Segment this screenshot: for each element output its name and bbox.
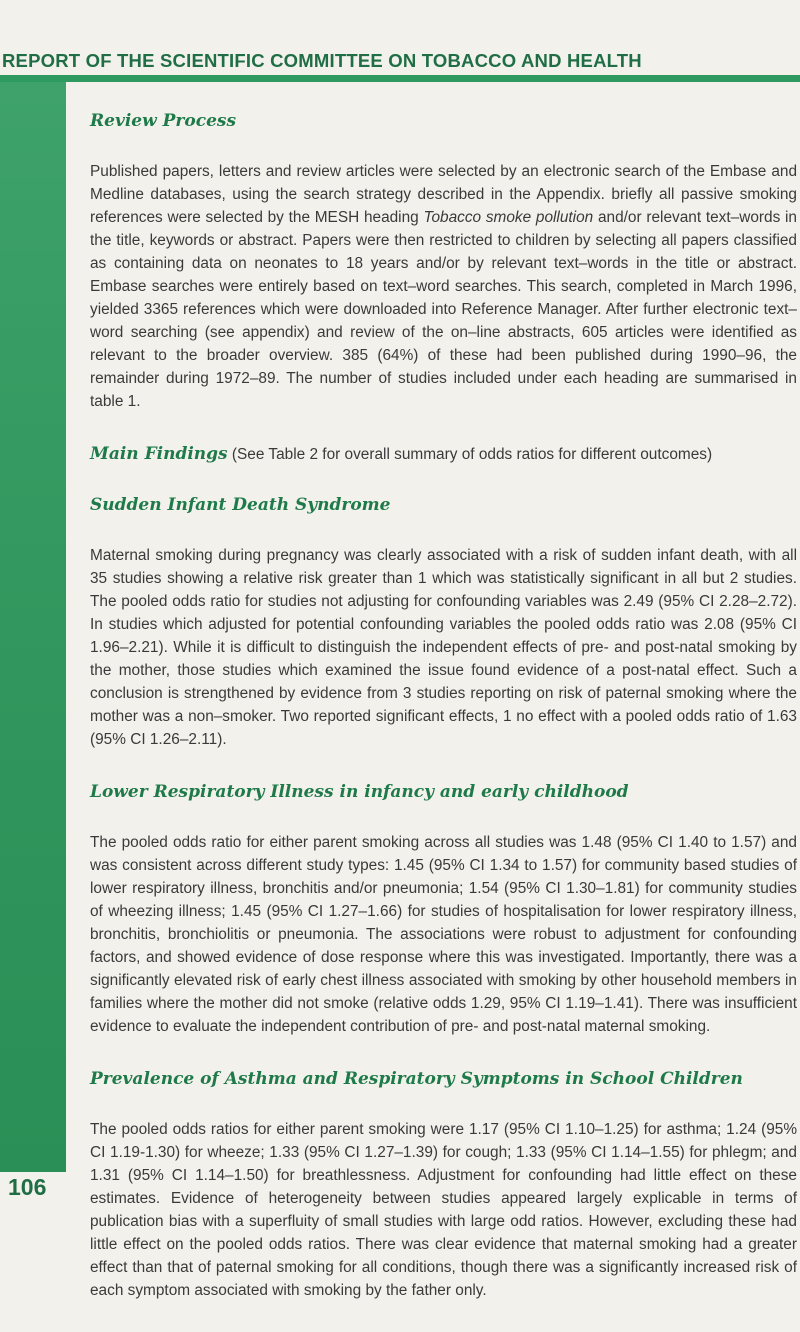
header-rule: [0, 75, 800, 82]
paragraph-sids: Maternal smoking during pregnancy was clearly associated with a risk of sudden infant death, with all 35 studies showing a relative risk greater than 1 which was statistically significant in all but 2 studies. The pooled odds ratio for studies not adjusting for confounding variables was 2.49 (95% CI 2.28–2.72). In studies which adjusted for potential confounding variables the pooled odds ratio was 2.08 (95% CI 1.96–2.21). While it is difficult to distinguish the independent effects of pre- and post-natal smoking by the mother, those studies which examined the issue found evidence of a post-natal effect. Such a conclusion is strengthened by evidence from 3 studies reporting on risk of paternal smoking where the mother was a non–smoker. Two reported significant effects, 1 no effect with a pooled odds ratio of 1.63 (95% CI 1.26–2.11).: [90, 547, 797, 748]
page-number: 106: [8, 1174, 47, 1200]
main-findings-lead: Main Findings: [90, 444, 228, 464]
review-text-part-2: and/or relevant text–words in the title, keywords or abstract. Papers were then restricted to children by selecting all papers classified as containing data on neonates to 18 years and/or by relevant text–words in the title or abstract. Embase searches were entirely based on text–word searches. This search, completed in March 1996, yielded 3365 references which were downloaded into Reference Manager. After further electronic text–word searching (see appendix) and review of the on–line abstracts, 605 articles were identified as relevant to the broader overview. 385 (64%) of these had been published during 1990–96, the remainder during 1972–89. The number of studies included under each heading are summarised in table 1.: [90, 209, 797, 410]
mesh-heading-term: Tobacco smoke pollution: [423, 209, 594, 226]
paragraph-lower-respiratory-illness: The pooled odds ratio for either parent smoking across all studies was 1.48 (95% CI 1.40 to 1.57) and was consistent across different study types: 1.45 (95% CI 1.34 to 1.57) for community based studies of lower respiratory illness, bronchitis and/or pneumonia; 1.54 (95% CI 1.30–1.81) for community studies of wheezing illness; 1.45 (95% CI 1.27–1.66) for studies of hospitalisation for lower respiratory illness, bronchitis, bronchiolitis or pneumonia. The associations were robust to adjustment for confounding factors, and showed evidence of dose response where this was investigated. Importantly, there was a significantly elevated risk of early chest illness associated with smoking by other household members in families where the mother did not smoke (relative odds 1.29, 95% CI 1.19–1.41). There was insufficient evidence to evaluate the independent contribution of pre- and post-natal maternal smoking.: [90, 834, 797, 1035]
heading-main-findings: [90, 443, 797, 466]
review-text-part-1: Published papers, letters and review articles were selected by an electronic search of the Embase and Medline databases, using the search strategy described in the Appendix. briefly all passive smoking references were selected by the MESH heading: [90, 163, 797, 226]
heading-review-process: Review Process: [90, 111, 237, 131]
page-content: [90, 110, 797, 1332]
paragraph-asthma-prevalence: The pooled odds ratios for either parent smoking were 1.17 (95% CI 1.10–1.25) for asthma; 1.24 (95% CI 1.19-1.30) for wheeze; 1.33 (95% CI 1.27–1.39) for cough; 1.33 (95% CI 1.14–1.55) for phlegm; and 1.31 (95% CI 1.14–1.50) for breathlessness. Adjustment for confounding had little effect on these estimates. Evidence of heterogeneity between studies appeared largely explicable in terms of publication bias with a superfluity of small studies with large odd ratios. However, excluding these had little effect on the pooled odds ratios. There was clear evidence that maternal smoking had a greater effect than that of paternal smoking for all conditions, though there was a significantly increased risk of each symptom associated with smoking by the father only.: [90, 1121, 797, 1299]
running-head-title: REPORT OF THE SCIENTIFIC COMMITTEE ON TOBACCO AND HEALTH: [2, 50, 642, 71]
running-header: [0, 0, 800, 82]
heading-asthma-prevalence: Prevalence of Asthma and Respiratory Symptoms in School Children: [90, 1069, 743, 1089]
side-color-band: [0, 82, 66, 1172]
heading-sids: Sudden Infant Death Syndrome: [90, 495, 391, 515]
paragraph-review-process: [90, 160, 797, 413]
main-findings-note: (See Table 2 for overall summary of odds ratios for different outcomes): [227, 446, 713, 463]
heading-lower-respiratory-illness: Lower Respiratory Illness in infancy and early childhood: [90, 782, 629, 802]
